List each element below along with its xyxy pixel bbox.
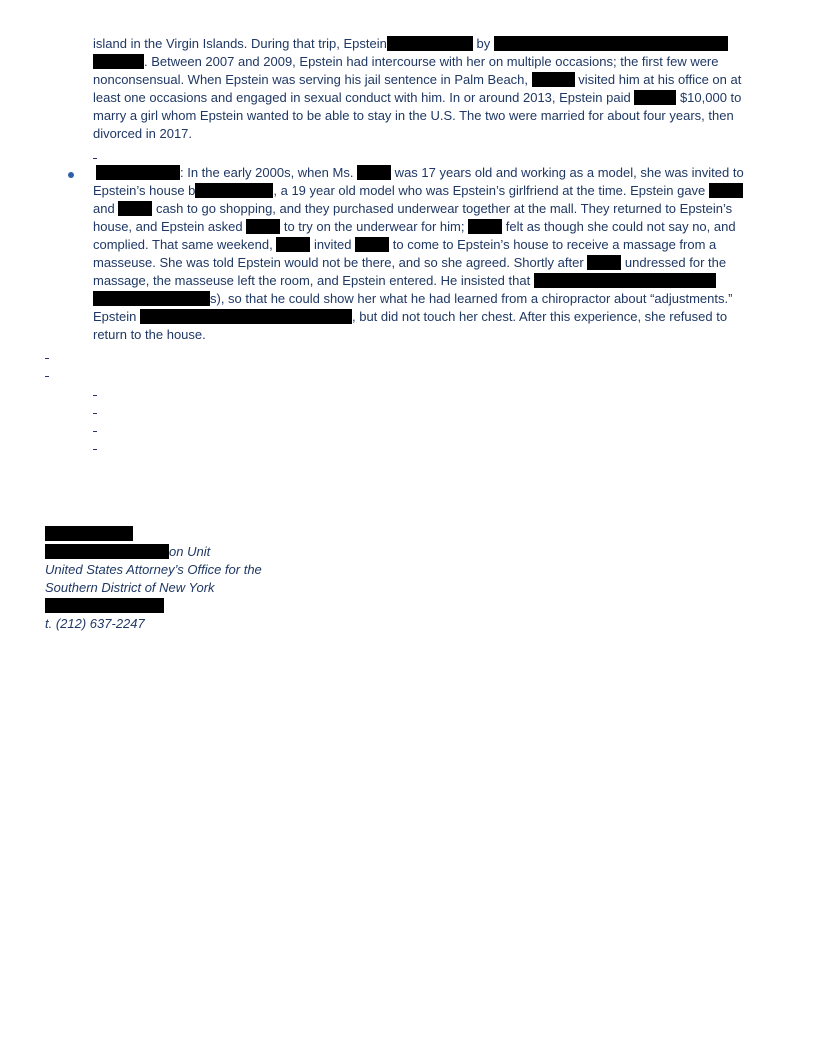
bullet-icon [68, 172, 74, 178]
paragraph-line: and cash to go shopping, and they purchased underwear together at the mall. They returned to Epstein’s [93, 201, 733, 216]
paragraph-line: s), so that he could show her what he had learned from a chiropractor about “adjustments.” [93, 290, 765, 308]
redaction-box [468, 219, 502, 234]
paragraph-line: house, and Epstein asked to try on the underwear for him; felt as though she could not say no, and [93, 219, 736, 234]
redaction-box [494, 36, 728, 51]
signature-unit: on Unit [45, 543, 262, 561]
signature-phone: t. (212) 637-2247 [45, 616, 145, 631]
redaction-box [276, 237, 310, 252]
signature-name [45, 525, 262, 543]
paragraph-line: return to the house. [93, 327, 206, 342]
paragraph-1 [93, 35, 765, 143]
redaction-box [532, 72, 575, 87]
paragraph-line: nonconsensual. When Epstein was serving his jail sentence in Palm Beach, visited him at his office on at [93, 72, 742, 87]
empty-paragraph-mark [93, 431, 97, 432]
paragraph-2 [93, 164, 765, 344]
redaction-box [140, 309, 352, 324]
redaction-box [93, 291, 210, 306]
paragraph-line: divorced in 2017. [93, 126, 193, 141]
redaction-box [357, 165, 391, 180]
redaction-box [118, 201, 152, 216]
empty-paragraph-mark [93, 395, 97, 396]
redaction-box [634, 90, 676, 105]
redaction-box [45, 526, 133, 541]
empty-paragraph-mark [93, 158, 97, 159]
paragraph-line: masseuse. She was told Epstein would not be there, and so she agreed. Shortly after undressed for the [93, 255, 727, 270]
signature-block [45, 525, 262, 633]
redaction-box [587, 255, 621, 270]
paragraph-line: marry a girl whom Epstein wanted to be able to stay in the U.S. The two were married for about four years, then [93, 108, 734, 123]
signature-district: Southern District of New York [45, 580, 215, 595]
signature-office: United States Attorney’s Office for the [45, 562, 262, 577]
redaction-box [96, 165, 180, 180]
redaction-box [195, 183, 273, 198]
redaction-box [93, 54, 144, 69]
paragraph-line: massage, the masseuse left the room, and Epstein entered. He insisted that [93, 272, 765, 290]
redaction-box [387, 36, 473, 51]
signature-redacted-line [45, 597, 262, 615]
paragraph-line: Epstein’s house b , a 19 year old model who was Epstein’s girlfriend at the time. Epstein gave [93, 182, 765, 200]
paragraph-line: Epstein , but did not touch her chest. After this experience, she refused to [93, 309, 728, 324]
redaction-box [246, 219, 280, 234]
redaction-box [355, 237, 389, 252]
empty-paragraph-mark [45, 376, 49, 377]
empty-paragraph-mark [93, 449, 97, 450]
paragraph-line: . Between 2007 and 2009, Epstein had intercourse with her on multiple occasions; the first few were [93, 53, 765, 71]
paragraph-line: complied. That same weekend, invited to come to Epstein’s house to receive a massage from a [93, 237, 717, 252]
empty-paragraph-mark [93, 413, 97, 414]
empty-paragraph-mark [45, 358, 49, 359]
redaction-box [45, 598, 164, 613]
paragraph-line: : In the early 2000s, when Ms. was 17 years old and working as a model, she was invited to [93, 164, 765, 182]
redaction-box [45, 544, 169, 559]
paragraph-line: island in the Virgin Islands. During that trip, Epstein by [93, 35, 765, 53]
paragraph-line: least one occasions and engaged in sexual conduct with him. In or around 2013, Epstein paid $10,000 to [93, 90, 742, 105]
redaction-box [709, 183, 743, 198]
redaction-box [534, 273, 716, 288]
